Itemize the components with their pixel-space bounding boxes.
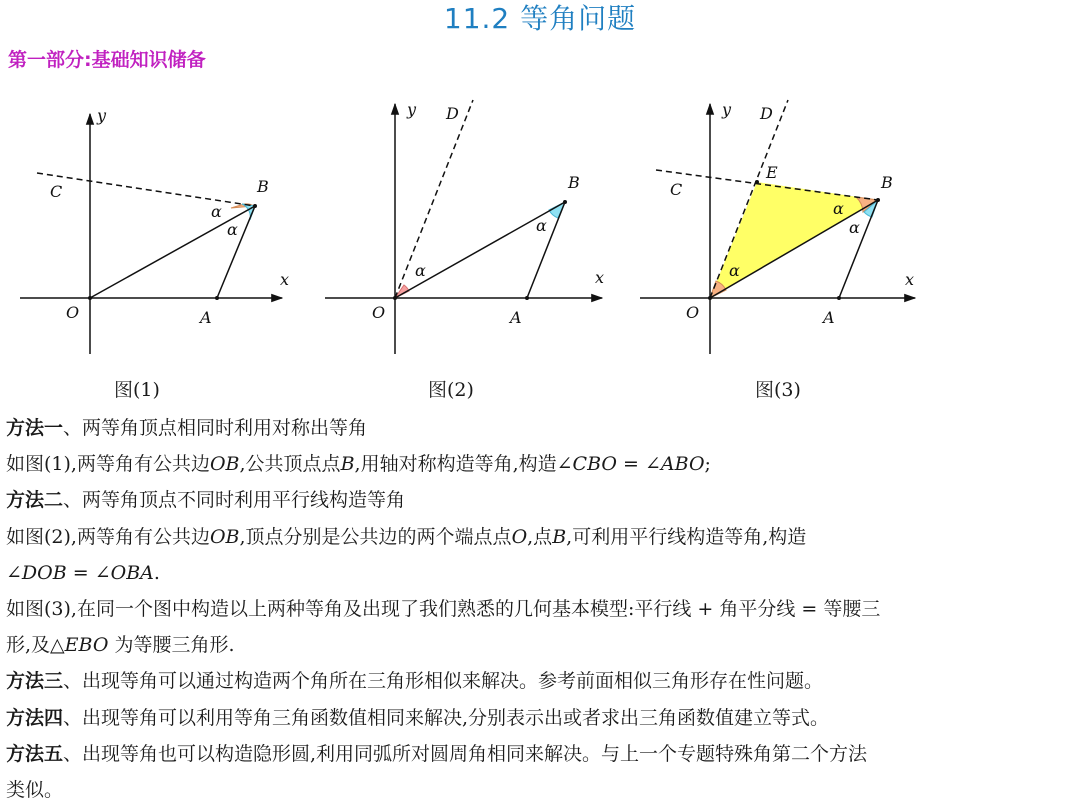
paragraph-figure-2 bbox=[6, 519, 1076, 591]
p3-text-a: 如图(3),在同一个图中构造以上两种等角及出现了我们熟悉的几何基本模型:平行线 + 角平分线 = 等腰三 bbox=[6, 598, 881, 621]
fig3-label-d: D bbox=[760, 104, 773, 123]
p1-equals: = bbox=[616, 453, 645, 476]
p3-text-d: 为等腰三角形. bbox=[108, 634, 235, 657]
method-2-text: 、两等角顶点不同时利用平行线构造等角 bbox=[63, 489, 406, 512]
page-title: 11.2 等角问题 bbox=[443, 2, 637, 35]
fig3-label-x: x bbox=[905, 270, 915, 289]
fig3-label-alpha-o: α bbox=[729, 261, 740, 280]
method-1-head: 方法一 bbox=[6, 417, 64, 439]
method-4 bbox=[6, 700, 1076, 736]
p2-text-c: ,顶点分别是公共边的两个端点点 bbox=[239, 525, 512, 548]
method-5-text-2: 类似。 bbox=[6, 779, 64, 802]
method-2 bbox=[6, 482, 1076, 518]
fig3-label-c: C bbox=[670, 180, 683, 199]
body-text bbox=[6, 410, 1076, 808]
fig1-label-x: x bbox=[280, 270, 290, 289]
method-5-head: 方法五 bbox=[6, 742, 64, 765]
fig3-label-a: A bbox=[823, 308, 835, 327]
p2-equals: = bbox=[66, 561, 95, 584]
paragraph-figure-1 bbox=[6, 446, 1076, 482]
fig2-label-alpha-o: α bbox=[415, 261, 426, 280]
p1-text-c: ,公共顶点点 bbox=[239, 453, 341, 476]
p3-math-ebo: △EBO bbox=[50, 634, 109, 657]
method-4-text: 、出现等角可以利用等角三角函数值相同来解决,分别表示出或者求出三角函数值建立等式。 bbox=[63, 706, 830, 729]
p1-math-abo: ∠ABO bbox=[644, 453, 705, 476]
p2-math-b: B bbox=[552, 525, 567, 548]
p1-end: ; bbox=[704, 453, 711, 476]
fig1-label-c: C bbox=[50, 182, 63, 201]
p1-text-e: ,用轴对称构造等角,构造 bbox=[354, 453, 557, 476]
fig2-label-alpha-b: α bbox=[536, 216, 547, 235]
method-5 bbox=[6, 736, 1076, 808]
fig2-label-b: B bbox=[568, 173, 580, 192]
p2-text-a: 如图(2),两等角有公共边 bbox=[6, 525, 210, 548]
fig1-label-o: O bbox=[66, 303, 80, 322]
section-heading: 第一部分:基础知识储备 bbox=[8, 49, 206, 71]
p2-math-o: O bbox=[511, 525, 528, 548]
triangle-ebo bbox=[710, 182, 878, 298]
caption-figure-2: 图(2) bbox=[428, 379, 474, 401]
p1-text-a: 如图(1),两等角有公共边 bbox=[6, 453, 210, 476]
caption-figure-3: 图(3) bbox=[755, 379, 801, 401]
fig1-label-a: A bbox=[200, 308, 212, 327]
figure-2 bbox=[325, 100, 604, 354]
fig1-label-b: B bbox=[257, 177, 269, 196]
method-1 bbox=[6, 410, 1076, 446]
p2-math-oba: ∠OBA bbox=[94, 561, 154, 584]
method-4-head: 方法四 bbox=[6, 706, 64, 729]
fig3-label-e: E bbox=[766, 163, 778, 182]
p1-math-b: B bbox=[340, 453, 355, 476]
fig3-label-alpha-b-lower: α bbox=[849, 218, 860, 237]
method-2-head: 方法二 bbox=[6, 489, 64, 512]
p1-math-ob: OB bbox=[209, 453, 240, 476]
figures-panel bbox=[0, 90, 1080, 375]
p2-end: . bbox=[153, 561, 160, 584]
p3-text-b: 形,及 bbox=[6, 634, 51, 657]
p2-text-g: ,可利用平行线构造等角,构造 bbox=[566, 525, 807, 548]
fig2-label-o: O bbox=[372, 303, 386, 322]
paragraph-figure-3 bbox=[6, 591, 1076, 663]
p2-text-e: ,点 bbox=[527, 525, 553, 548]
method-5-text: 、出现等角也可以构造隐形圆,利用同弧所对圆周角相同来解决。与上一个专题特殊角第二个方法 bbox=[63, 742, 868, 765]
fig2-label-a: A bbox=[510, 308, 522, 327]
caption-figure-1: 图(1) bbox=[114, 379, 160, 401]
fig3-label-alpha-b-upper: α bbox=[833, 199, 844, 218]
method-3-text: 、出现等角可以通过构造两个角所在三角形相似来解决。参考前面相似三角形存在性问题。 bbox=[63, 670, 824, 693]
p2-math-dob: ∠DOB bbox=[6, 561, 67, 584]
p1-math-cbo: ∠CBO bbox=[556, 453, 617, 476]
method-3 bbox=[6, 663, 1076, 699]
fig3-label-b: B bbox=[881, 173, 893, 192]
fig1-label-y: y bbox=[97, 106, 107, 125]
figure-1 bbox=[20, 106, 289, 354]
method-3-head: 方法三 bbox=[6, 670, 64, 693]
figure-3 bbox=[640, 100, 915, 354]
fig3-label-o: O bbox=[686, 303, 700, 322]
method-1-text: 、两等角顶点相同时利用对称出等角 bbox=[63, 417, 368, 439]
fig2-label-d: D bbox=[446, 104, 459, 123]
fig1-label-alpha-lower: α bbox=[227, 220, 238, 239]
p2-math-ob: OB bbox=[209, 525, 240, 548]
fig3-label-y: y bbox=[722, 100, 732, 119]
fig2-label-x: x bbox=[595, 268, 605, 287]
fig2-label-y: y bbox=[407, 100, 417, 119]
fig1-label-alpha-upper: α bbox=[211, 202, 222, 221]
